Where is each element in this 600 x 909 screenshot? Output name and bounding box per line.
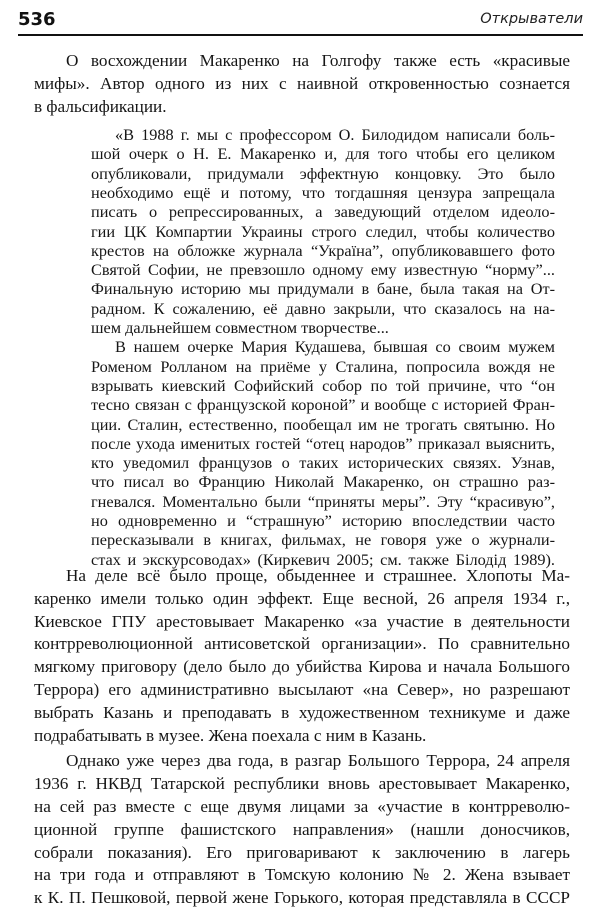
quote-line: радном. К сожалению, её давно закрыли, что сказалось на на- xyxy=(91,298,555,318)
quote-line: стах и экскурсоводах» (Киркевич 2005; см. также Білодід 1989). xyxy=(91,549,555,569)
quote-line: взрывать киевский Софийский собор по той причине, что “он xyxy=(91,375,555,395)
text-line: мягкому приговору (дело было до убийства Кирова и начала Большого xyxy=(34,657,570,677)
text-line: Террора) его административно высылают «на Север», но разрешают xyxy=(34,680,570,699)
quote-line: шой очерк о Н. Е. Макаренко и, для того чтобы его целиком xyxy=(91,144,555,164)
quote-line: Финальную историю мы придумали в бане, была такая на От- xyxy=(91,279,555,299)
quote-line: ции. Сталин, естественно, пообещал им не трогать святыню. Но xyxy=(91,414,555,434)
quote-line: шем дальнейшем совместном творчестве... xyxy=(91,318,389,337)
quote-line: писать о репрессированных, а заведующий отделом идеоло- xyxy=(91,202,555,222)
text-line: к К. П. Пешковой, первой жене Горького, которая представляла в СССР xyxy=(34,888,570,908)
quote-line: но одновременно и “страшную” историю впоследствии часто xyxy=(91,511,555,530)
text-line: на три года и отправляют в Томскую колонию № 2. Жена взывает xyxy=(34,865,570,885)
quote-line: тесно связан с французской короной” и вообще с историей Фран- xyxy=(91,395,555,415)
text-line: Однако уже через два года, в разгар Большого Террора, 24 апреля xyxy=(66,751,570,771)
quote-line: что писал во Францию Николай Макаренко, он страшно раз- xyxy=(91,472,555,492)
quote-line: кто уведомил французов о таких исторических связях. Узнав, xyxy=(91,453,555,473)
text-line: О восхождении Макаренко на Голгофу также есть «красивые xyxy=(66,51,570,70)
text-line: На деле всё было проще, обыденнее и страшнее. Хлопоты Ма- xyxy=(66,566,570,585)
text-line: контрреволюционной антисоветской организации». По сравнительно xyxy=(34,634,570,654)
text-line: мифы». Автор одного из них с наивной откровенностью сознается xyxy=(34,74,570,93)
running-title: Открыватели xyxy=(480,11,583,27)
quote-line: гии ЦК Компартии Украины строго следил, чтобы количество xyxy=(91,221,555,241)
page-header xyxy=(18,8,583,36)
text-line: ционной группе фашистского направления» (нашли доносчиков, xyxy=(34,819,570,839)
quote-line: Святой Софии, не превзошло одному ему известную “норму”... xyxy=(91,260,555,280)
page-number: 536 xyxy=(18,9,56,30)
text-line: каренко имели только один эффект. Еще весной, 26 апреля 1934 г., xyxy=(34,588,570,608)
text-line: на сей раз вместе с еще двумя лицами за «участие в контрреволю- xyxy=(34,797,570,816)
quote-line: пересказывали в книгах, фильмах, не говоря уже о журнали- xyxy=(91,530,555,550)
quote-line: гневался. Моментально были “приняты меры”. Эту “красивую”, xyxy=(91,491,555,511)
quote-line: крестов на обложке журнала “Україна”, опубликовавшего фото xyxy=(91,240,555,260)
quote-line: опубликовали, придумали эффектную концовку. Это было xyxy=(91,163,555,183)
text-line: собрали показания). Его приговаривают к заключению в лагерь xyxy=(34,842,570,862)
text-line: Киевское ГПУ арестовывает Макаренко «за участие в деятельности xyxy=(34,611,570,631)
quote-line: необходимо ещё и потому, что тогдашняя цензура запрещала xyxy=(91,182,555,202)
text-line: выбрать Казань и преподавать в художественном техникуме и даже xyxy=(34,702,570,722)
quote-line: после ухода именитых гостей “отец народов” приказал выяснить, xyxy=(91,433,555,453)
text-line: подрабатывать в музее. Жена поехала с ним в Казань. xyxy=(34,725,427,745)
quote-line: Роменом Ролланом на приёме у Сталина, попросила вождя не xyxy=(91,356,555,376)
quote-line: В нашем очерке Мария Кудашева, бывшая со своим мужем xyxy=(115,337,555,357)
text-line: 1936 г. НКВД Татарской республики вновь арестовывает Макаренко, xyxy=(34,774,570,794)
text-line: в фальсификации. xyxy=(34,97,167,116)
quote-line: «В 1988 г. мы с профессором О. Билодидом написали боль- xyxy=(115,125,555,144)
